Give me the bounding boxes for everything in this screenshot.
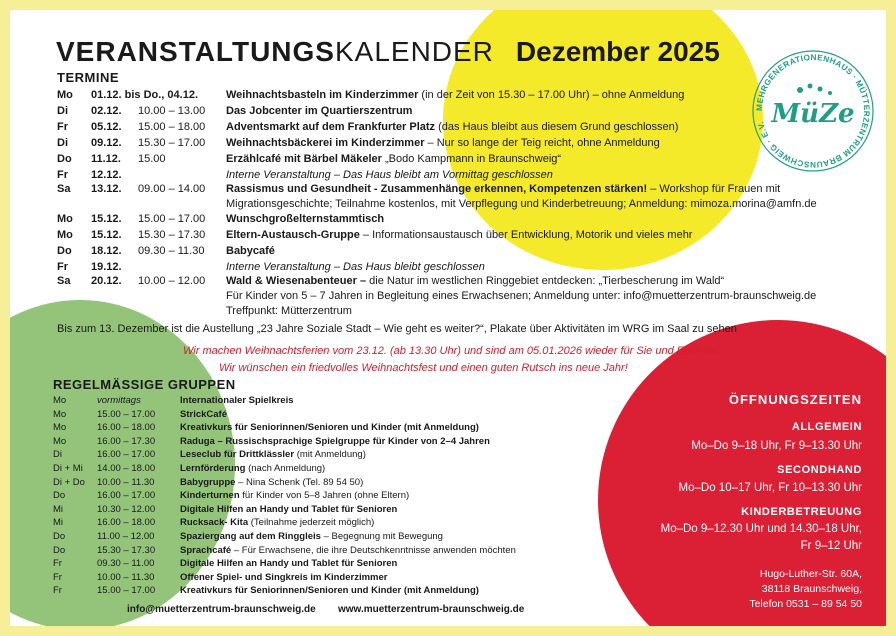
event-day: Di xyxy=(57,137,68,149)
event-time: 09.00 – 14.00 xyxy=(138,183,206,195)
svg-text:MEHRGENERATIONENHAUS · MÜTTERZ: MEHRGENERATIONENHAUS · MÜTTERZENTRUM BRAUNSCHWEIG · E.V. xyxy=(754,52,872,170)
group-day: Di + Mi xyxy=(53,463,83,474)
event-description xyxy=(226,120,846,135)
event-note: (das Haus bleibt aus diesem Grund geschlossen) xyxy=(438,121,679,133)
group-day: Mi xyxy=(53,517,64,529)
event-note: Interne Veranstaltung – Das Haus bleibt am Vormittag geschlossen xyxy=(226,169,553,181)
event-date: 15.12. xyxy=(91,229,122,241)
childcare-label: KINDERBETREUUNG xyxy=(741,506,862,518)
group-time: 15.00 – 17.00 xyxy=(97,585,156,597)
group-name-cell xyxy=(180,545,516,557)
event-time: 10.00 – 12.00 xyxy=(138,275,206,287)
group-day: Do xyxy=(53,531,66,542)
group-time: 16.00 – 18.00 xyxy=(97,422,156,434)
group-name-cell xyxy=(180,449,366,461)
title-light: KALENDER xyxy=(334,36,494,67)
group-name-cell xyxy=(180,585,479,597)
group-day: Mo xyxy=(53,408,67,420)
group-day: Do xyxy=(53,490,66,502)
group-day: Fr xyxy=(53,558,62,570)
svg-text:MüZe: MüZe xyxy=(771,99,855,129)
event-line xyxy=(226,120,846,135)
opening-hours-heading: ÖFFNUNGSZEITEN xyxy=(728,392,862,407)
event-time: 15.00 – 18.00 xyxy=(138,121,206,133)
event-day: Fr xyxy=(57,261,68,273)
group-name-cell xyxy=(180,463,325,475)
group-time: 10.00 – 11.30 xyxy=(97,571,155,583)
event-day: Fr xyxy=(57,169,68,181)
group-name-cell xyxy=(180,490,409,502)
group-time: 15.00 – 17.00 xyxy=(97,408,156,420)
event-date: 19.12. xyxy=(91,261,122,273)
group-day: Mi xyxy=(53,503,64,515)
group-name: Internationaler Spielkreis xyxy=(180,395,294,406)
group-name: Sprachcafé xyxy=(180,544,232,556)
group-name: Babygruppe xyxy=(180,476,236,488)
group-extra: (mit Anmeldung) xyxy=(296,449,366,461)
event-date: 15.12. xyxy=(91,213,122,225)
event-date: 13.12. xyxy=(91,183,122,195)
group-time: 10.00 – 11.30 xyxy=(97,476,155,488)
address-city: 38118 Braunschweig, xyxy=(761,583,862,595)
page-title xyxy=(56,36,720,68)
group-time: 14.00 – 18.00 xyxy=(97,463,156,474)
event-time: 15.00 – 17.00 xyxy=(138,213,206,225)
event-time: 09.30 – 11.30 xyxy=(138,245,205,257)
group-day: Mo xyxy=(53,395,67,406)
termine-heading: TERMINE xyxy=(57,70,119,85)
footer-email-link[interactable]: info@muetterzentrum-braunschweig.de xyxy=(127,604,316,615)
event-day: Mo xyxy=(57,229,73,241)
general-label: ALLGEMEIN xyxy=(791,421,862,433)
event-time: 10.00 – 13.00 xyxy=(138,105,206,117)
event-time: 15.30 – 17.30 xyxy=(138,229,206,241)
event-day: Di xyxy=(57,105,68,117)
group-name: StrickCafé xyxy=(180,408,227,420)
event-day: Mo xyxy=(57,213,73,225)
event-title: Eltern-Austausch-Gruppe xyxy=(226,229,360,241)
childcare-hours-2: Fr 9–12 Uhr xyxy=(800,540,862,552)
event-description xyxy=(226,104,846,119)
event-day: Sa xyxy=(57,275,71,287)
group-name: Kinderturnen xyxy=(180,490,240,502)
event-description xyxy=(226,244,846,259)
event-title: Babycafé xyxy=(226,245,275,257)
general-hours: Mo–Do 9–18 Uhr, Fr 9–13.30 Uhr xyxy=(691,440,862,452)
event-description xyxy=(226,182,846,212)
event-line-2: Migrationsgeschichte; Teilnahme kostenlos, mit Verpflegung und Kinderbetreuung; Anmeldung: mimoza.morina@amfn.de xyxy=(226,198,817,210)
event-line xyxy=(226,260,846,275)
group-extra: – Für Erwachsene, die ihre Deutschkenntnisse anwenden möchten xyxy=(233,544,516,556)
group-name-cell xyxy=(180,422,479,434)
event-title: Wunschgroßelternstammtisch xyxy=(226,213,385,225)
event-title: Weihnachtsbasteln im Kinderzimmer xyxy=(226,89,419,101)
group-name-cell xyxy=(180,409,227,421)
group-name-cell xyxy=(180,517,374,529)
group-name: Spaziergang auf dem Ringgleis xyxy=(180,531,321,542)
event-title: Das Jobcenter im Quartierszentrum xyxy=(226,105,413,117)
event-line xyxy=(226,182,846,197)
event-line xyxy=(226,152,846,167)
event-line xyxy=(226,228,846,243)
event-title: Erzählcafé mit Bärbel Mäkeler xyxy=(226,153,382,165)
event-note: – Nur so lange der Teig reicht, ohne Anmeldung xyxy=(427,137,660,149)
group-name: Raduga – Russischsprachige Spielgruppe für Kinder von 2–4 Jahren xyxy=(180,435,490,447)
group-name: Leseclub für Drittklässler xyxy=(180,449,295,461)
group-day: Di + Do xyxy=(53,476,85,488)
group-extra: (nach Anmeldung) xyxy=(248,463,326,474)
event-description xyxy=(226,88,846,103)
group-name: Lernförderung xyxy=(180,463,246,474)
event-title: Wald & Wiesenabenteuer – xyxy=(226,275,367,287)
group-name-cell xyxy=(180,395,294,407)
event-date: 09.12. xyxy=(91,137,122,149)
event-line-3: Treffpunkt: Mütterzentrum xyxy=(226,305,352,317)
group-day: Fr xyxy=(53,571,62,583)
group-name-cell xyxy=(180,477,363,489)
event-note: – Informationsaustausch über Entwicklung, Motorik und vieles mehr xyxy=(362,229,693,241)
event-description xyxy=(226,274,846,319)
event-title: Weihnachtsbäckerei im Kinderzimmer xyxy=(226,137,425,149)
event-description xyxy=(226,152,846,167)
group-time: 16.00 – 17.30 xyxy=(97,435,156,447)
group-day: Fr xyxy=(53,585,62,597)
address-phone: Telefon 0531 – 89 54 50 xyxy=(749,598,862,610)
event-date: 20.12. xyxy=(91,275,122,287)
event-description xyxy=(226,168,846,183)
group-name-cell xyxy=(180,504,397,516)
season-greeting: Wir wünschen ein friedvolles Weihnachtsfest und einen guten Rutsch ins neue Jahr! xyxy=(219,362,628,374)
group-time: vormittags xyxy=(97,395,141,406)
event-date: 02.12. xyxy=(91,105,122,117)
group-name: Digitale Hilfen an Handy und Tablet für Senioren xyxy=(180,558,398,570)
group-time: 16.00 – 17.00 xyxy=(97,490,156,502)
event-description xyxy=(226,260,846,275)
group-name: Kreativkurs für Seniorinnen/Senioren und Kinder (mit Anmeldung) xyxy=(180,585,479,597)
event-line xyxy=(226,168,846,183)
group-day: Mo xyxy=(53,435,67,447)
group-extra: (Teilnahme jederzeit möglich) xyxy=(250,517,375,529)
event-note: „Bodo Kampmann in Braunschweig“ xyxy=(384,153,562,165)
group-name-cell xyxy=(180,558,397,570)
childcare-hours-1: Mo–Do 9–12.30 Uhr und 14.30–18 Uhr, xyxy=(660,523,862,535)
exhibition-note: Bis zum 13. Dezember ist die Austellung „23 Jahre Soziale Stadt – Wie geht es weiter?“, Plakate über Aktivitäten im WRG im Saal zu sehen xyxy=(57,323,737,335)
group-time: 16.00 – 18.00 xyxy=(97,517,156,529)
group-name: Rucksack- Kita xyxy=(180,517,249,529)
group-time: 11.00 – 12.00 xyxy=(97,531,155,542)
event-note: die Natur im westlichen Ringgebiet entdecken: „Tierbescherung im Wald“ xyxy=(369,275,725,287)
event-line-2: Für Kinder von 5 – 7 Jahren in Begleitung eines Erwachsenen; Anmeldung unter: info@muetterzentrum-braunschweig.de xyxy=(226,290,817,302)
group-day: Mo xyxy=(53,422,67,434)
event-title: Rassismus und Gesundheit - Zusammenhänge erkennen, Kompetenzen stärken! xyxy=(226,183,648,195)
event-line xyxy=(226,274,846,289)
event-description xyxy=(226,212,846,227)
title-month: Dezember 2025 xyxy=(515,36,720,67)
event-title: Adventsmarkt auf dem Frankfurter Platz xyxy=(226,121,436,133)
group-time: 09.30 – 11.00 xyxy=(97,558,155,570)
group-extra: – Nina Schenk (Tel. 89 54 50) xyxy=(238,476,364,488)
secondhand-label: SECONDHAND xyxy=(777,464,862,476)
event-day: Fr xyxy=(57,121,68,133)
group-time: 16.00 – 17.00 xyxy=(97,449,156,461)
event-date: 11.12. xyxy=(91,153,121,165)
regular-groups-heading: REGELMÄSSIGE GRUPPEN xyxy=(53,377,236,392)
event-line xyxy=(226,212,846,227)
event-note: – Workshop für Frauen mit xyxy=(650,183,781,195)
title-bold: VERANSTALTUNGS xyxy=(56,36,335,67)
footer-web-link[interactable]: www.muetterzentrum-braunschweig.de xyxy=(338,604,525,615)
secondhand-hours: Mo–Do 10–17 Uhr, Fr 10–13.30 Uhr xyxy=(678,482,862,494)
group-name-cell xyxy=(180,531,443,543)
event-line xyxy=(226,244,846,259)
event-line xyxy=(226,88,846,103)
event-description xyxy=(226,136,846,151)
event-time: 15.30 – 17.00 xyxy=(138,137,206,149)
event-day: Sa xyxy=(57,183,71,195)
event-line xyxy=(226,136,846,151)
event-date: 18.12. xyxy=(91,245,122,257)
event-line xyxy=(226,104,846,119)
group-name-cell xyxy=(180,572,387,584)
event-note: Interne Veranstaltung – Das Haus bleibt geschlossen xyxy=(226,261,485,273)
group-name: Digitale Hilfen an Handy und Tablet für Senioren xyxy=(180,503,398,515)
event-day: Mo xyxy=(57,89,73,101)
group-name-cell xyxy=(180,436,490,448)
holiday-notice: Wir machen Weihnachtsferien vom 23.12. (ab 13.30 Uhr) und sind am 05.01.2026 wieder für Sie und Euch da. xyxy=(183,345,721,357)
event-note: (in der Zeit von 15.30 – 17.00 Uhr) – ohne Anmeldung xyxy=(421,89,685,101)
group-name: Offener Spiel- und Singkreis im Kinderzimmer xyxy=(180,571,388,583)
event-time: 15.00 xyxy=(138,153,166,165)
group-name: Kreativkurs für Seniorinnen/Senioren und Kinder (mit Anmeldung) xyxy=(180,422,479,434)
group-day: Di xyxy=(53,449,62,461)
event-day: Do xyxy=(57,153,72,165)
group-time: 15.30 – 17.30 xyxy=(97,544,156,556)
event-date: 01.12. bis Do., 04.12. xyxy=(91,89,199,101)
event-day: Do xyxy=(57,245,72,257)
group-day: Do xyxy=(53,544,66,556)
address-block xyxy=(749,567,862,612)
address-street: Hugo-Luther-Str. 60A, xyxy=(759,568,862,580)
group-extra: – Begegnung mit Bewegung xyxy=(323,531,443,542)
event-description xyxy=(226,228,846,243)
event-date: 05.12. xyxy=(91,121,122,133)
group-extra: für Kinder von 5–8 Jahren (ohne Eltern) xyxy=(242,490,410,502)
event-date: 12.12. xyxy=(91,169,122,181)
group-time: 10.30 – 12.00 xyxy=(97,503,156,515)
